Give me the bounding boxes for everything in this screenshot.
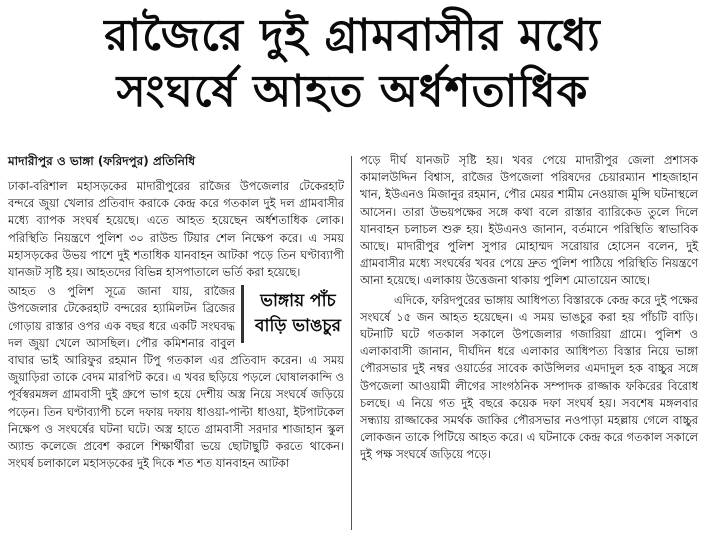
left-column <box>8 152 344 532</box>
paragraph: আহত ও পুলিশ সূত্রে জানা যায়, রাজৈর উপজেলার টেকেরহাট বন্দরের হ্যামিলটন ব্রিজের গোড়ায় রাস্তার ওপর এক বছর ধরে একটি সংঘবদ্ধ দল জুয়া খেলে আসছিল। পৌর কমিশনার বাবুল বাঘার ভাই আরিফুর রহমান টিপু গতকাল এর প্রতিবাদ করেন। এ সময় জুয়াড়িরা তাকে বেদম মারপিট করে। এ খবর ছড়িয়ে পড়লে ঘোষালকান্দি ও পূর্বস্বরমঙ্গল গ্রামবাসী দুই গ্রুপে ভাগ হয়ে দেশীয় অস্ত্র নিয়ে সংঘর্ষে জড়িয়ে পড়েন। তিন ঘণ্টাব্যাপী চলে দফায় দফায় ধাওয়া-পাল্টা ধাওয়া, ইটপাটকেল নিক্ষেপ ও সংঘর্ষের ঘটনা ঘটে। অস্ত্র হাতে গ্রামবাসী সরদার শাজাহান স্কুল অ্যান্ড কলেজে প্রবেশ করলে শিক্ষার্থীরা ভয়ে ছোটাছুটি করতে থাকেন। সংঘর্ষ চলাকালে মহাসড়কের দুই দিকে শত শত যানবাহন আটকা <box>8 284 344 471</box>
inset-subheadline <box>241 285 344 343</box>
right-column <box>360 152 698 532</box>
byline: মাদারীপুর ও ভাঙ্গা (ফরিদপুর) প্রতিনিধি <box>8 154 196 168</box>
paragraph: এদিকে, ফরিদপুরের ভাঙ্গায় আধিপত্য বিস্তারকে কেন্দ্র করে দুই পক্ষের সংঘর্ষে ১৫ জন আহত হয়েছেন। এ সময় ভাঙচুর করা হয় পাঁচটি বাড়ি। ঘটনাটি ঘটে গতকাল সকালে উপজেলার গজারিয়া গ্রামে। পুলিশ ও এলাকাবাসী জানান, দীর্ঘদিন ধরে এলাকার আধিপত্য বিস্তার নিয়ে ভাঙ্গা পৌরসভার দুই নম্বর ওয়ার্ডের সাবেক কাউন্সিলর এমদাদুল হক বাচ্চুর সঙ্গে উপজেলা আওয়ামী লীগের সাংগঠনিক সম্পাদক রাজ্জাক ফকিরের বিরোধ চলছে। এ নিয়ে গত দুই বছরে কয়েক দফা সংঘর্ষ হয়। সবশেষ মঙ্গলবার সন্ধ্যায় রাজ্জাকের সমর্থক জাকির পৌরসভার নওপাড়া মহল্লায় গেলে বাচ্চুর লোকজন তাকে পিটিয়ে আহত করে। এ ঘটনাকে কেন্দ্র করে গতকাল সকালে দুই পক্ষ সংঘর্ষে জড়িয়ে পড়ে। <box>360 292 698 462</box>
paragraph: ঢাকা-বরিশাল মহাসড়কের মাদারীপুরের রাজৈর উপজেলার টেকেরহাট বন্দরে জুয়া খেলার প্রতিবাদ করাকে কেন্দ্র করে গতকাল দুই দল গ্রামবাসীর মধ্যে ব্যাপক সংঘর্ষ হয়েছে। এতে আহত হয়েছেন অর্ধশতাধিক লোক। পরিস্থিতি নিয়ন্ত্রণে পুলিশ ৩০ রাউন্ড টিয়ার শেল নিক্ষেপ করে। এ সময় মহাসড়কের উভয় পাশে দুই শতাধিক যানবাহন আটকা পড়ে তিন ঘণ্টাব্যাপী যানজট সৃষ্টি হয়। আহতদের বিভিন্ন হাসপাতালে ভর্তি করা হয়েছে। <box>8 179 344 280</box>
headline-line-2: সংঘর্ষে আহত অর্ধশতাধিক <box>116 66 589 117</box>
paragraph: পড়ে দীর্ঘ যানজট সৃষ্টি হয়। খবর পেয়ে মাদারীপুর জেলা প্রশাসক কামালউদ্দিন বিশ্বাস, রাজৈর উপজেলা পরিষদের চেয়ারম্যান শাহজাহান খান, ইউএনও মিজানুর রহমান, পৌর মেয়র শামীম নেওয়াজ মুন্সি ঘটনাস্থলে আসেন। তারা উভয়পক্ষের সঙ্গে কথা বলে রাস্তার ব্যারিকেড তুলে দিলে যানবাহন চলাচল শুরু হয়। ইউএনও জানান, বর্তমানে পরিস্থিতি স্বাভাবিক আছে। মাদারীপুর পুলিশ সুপার মোহাম্মদ সরোয়ার হোসেন বলেন, দুই গ্রামবাসীর মধ্যে সংঘর্ষের খবর পেয়ে দ্রুত পুলিশ পাঠিয়ে পরিস্থিতি নিয়ন্ত্রণে আনা হয়েছে। এলাকায় উত্তেজনা থাকায় পুলিশ মোতায়েন আছে। <box>360 153 698 288</box>
column-divider <box>351 156 352 530</box>
paragraph-with-inset <box>8 283 344 472</box>
headline-line-1: রাজৈরে দুই গ্রামবাসীর মধ্যে <box>104 10 601 61</box>
inset-line-2: বাড়ি ভাঙচুর <box>255 316 341 337</box>
headline <box>0 8 705 120</box>
inset-line-1: ভাঙ্গায় পাঁচ <box>260 291 336 312</box>
